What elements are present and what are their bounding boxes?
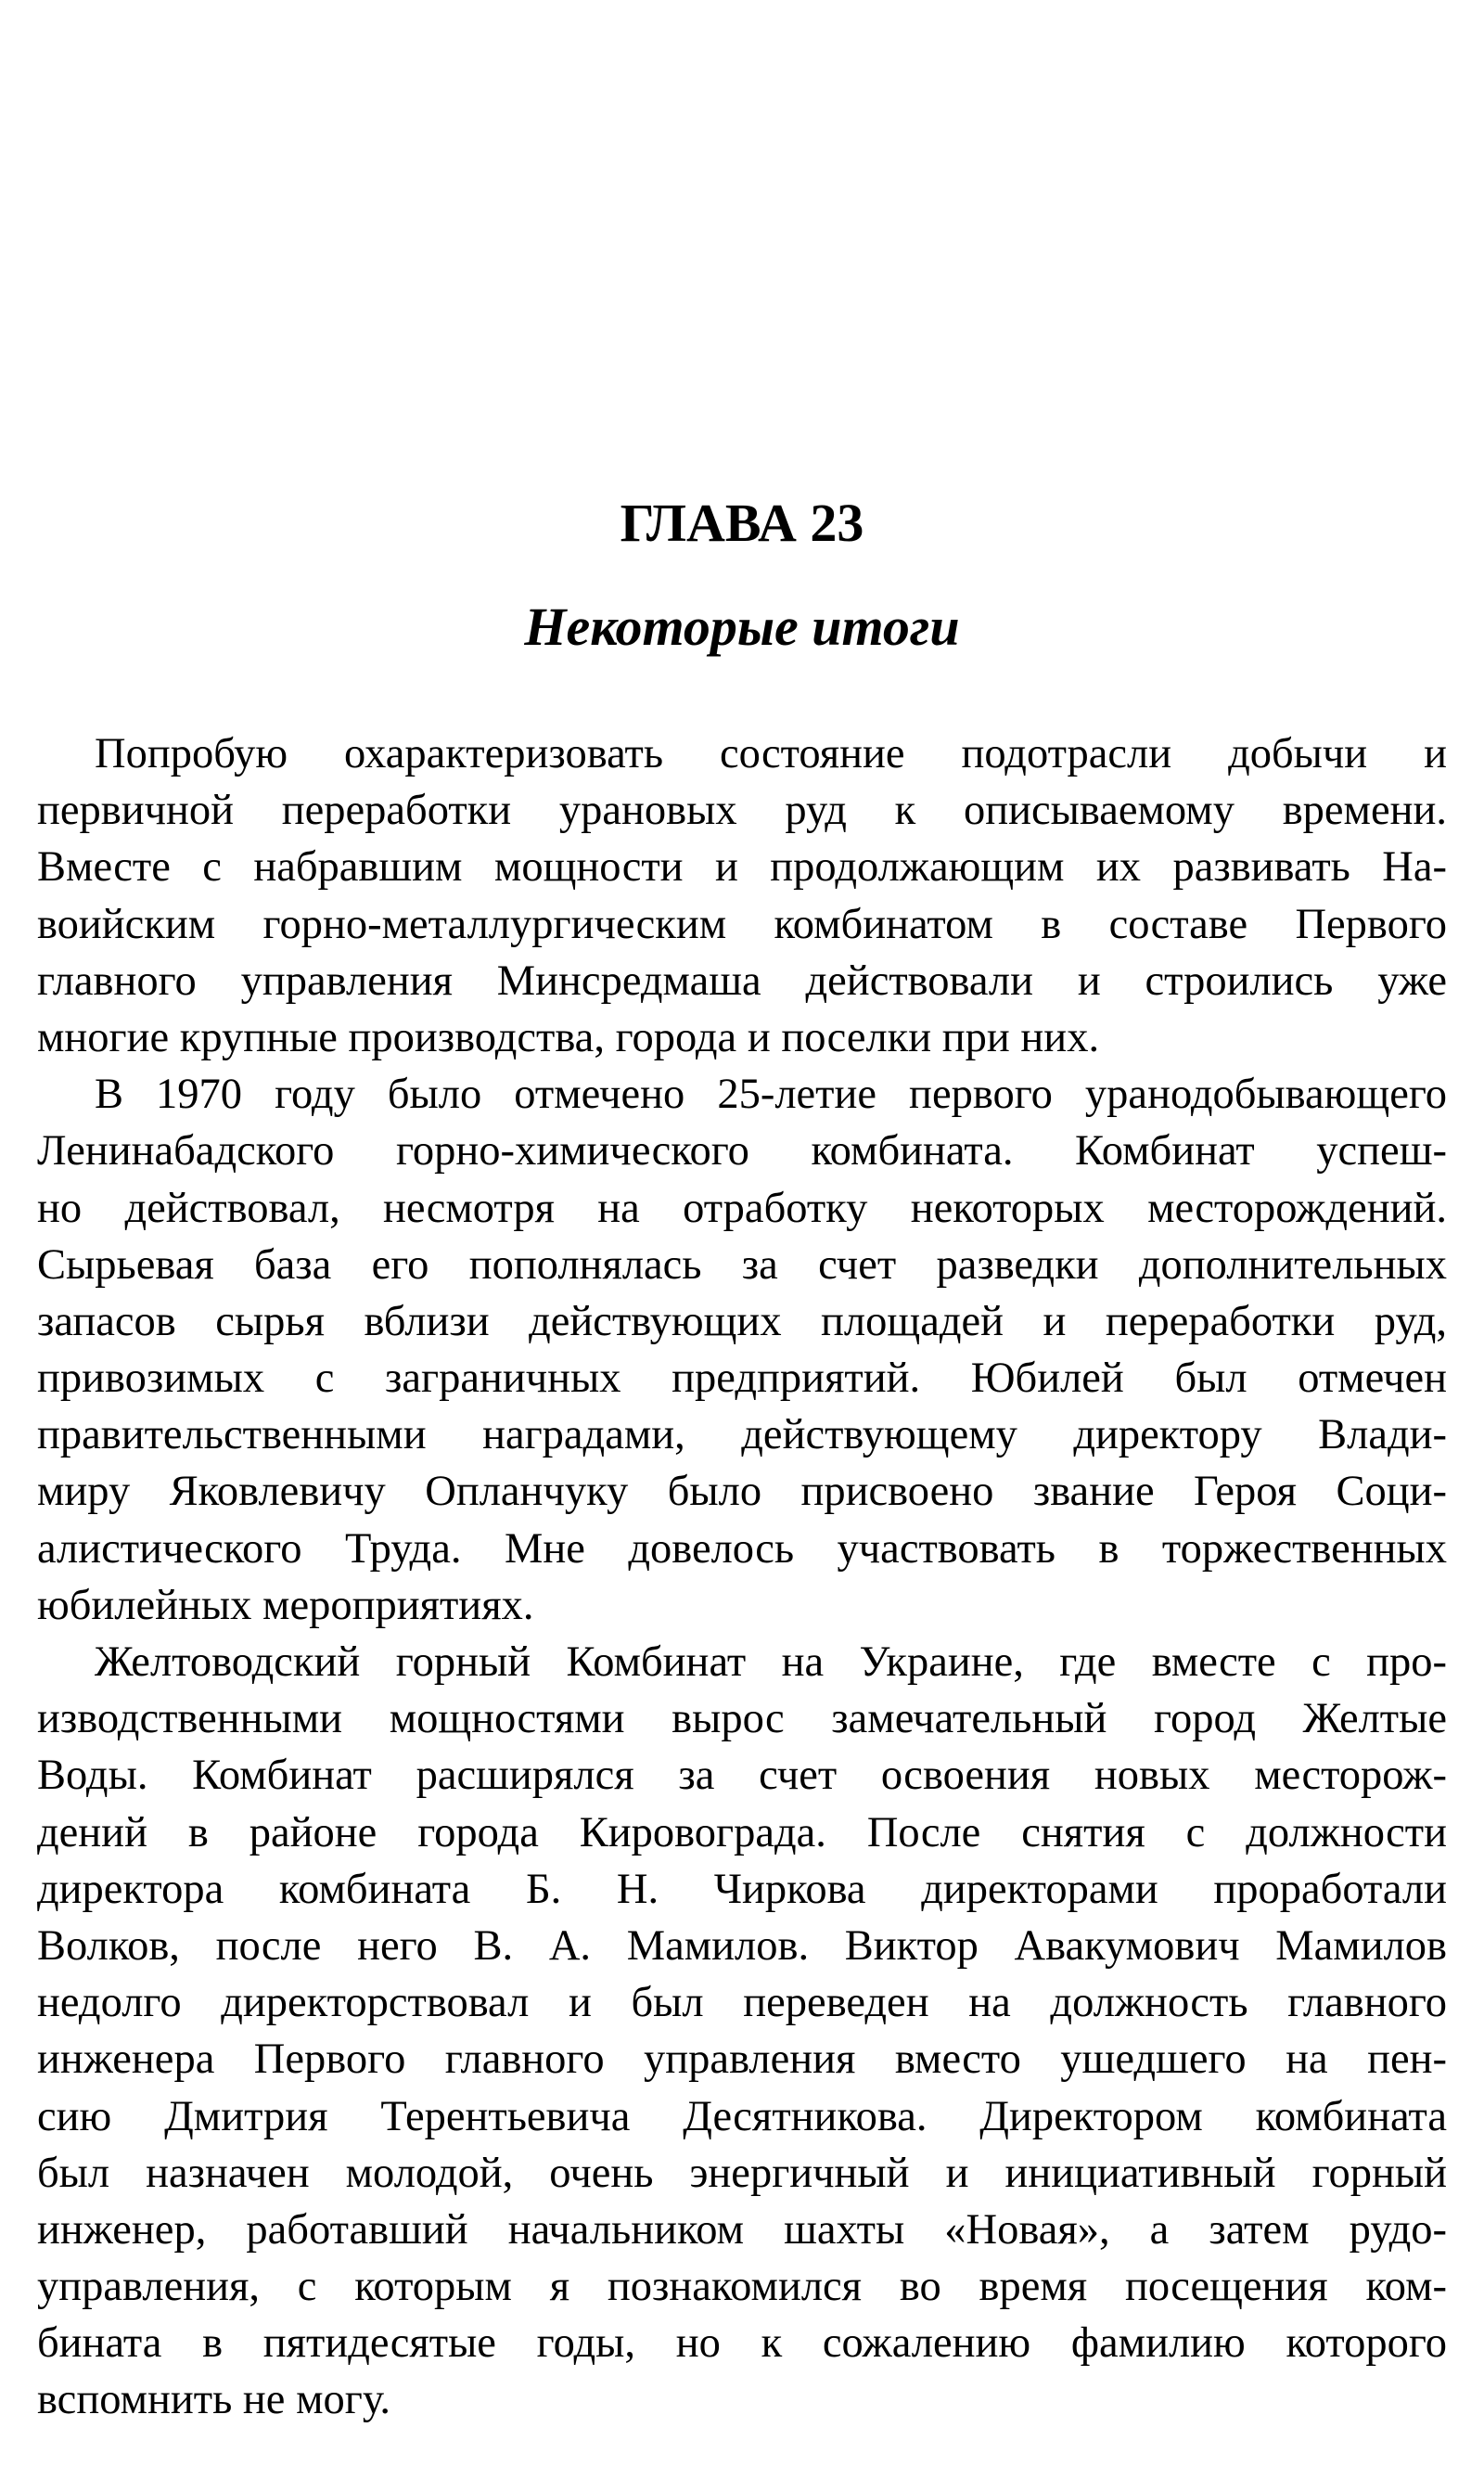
text-line: дений в районе города Кировограда. После снятия с должности	[37, 1808, 1447, 1856]
text-line: правительственными наградами, действующему директору Влади-	[37, 1411, 1447, 1459]
text-line: алистического Труда. Мне довелось участвовать в торжественных	[37, 1524, 1447, 1573]
text-line: привозимых с заграничных предприятий. Юбилей был отмечен	[37, 1355, 1447, 1403]
text-line: Волков, после него В. А. Мамилов. Виктор Авакумович Мамилов	[37, 1921, 1447, 1970]
text-line: главного управления Минсредмаша действовали и строились уже	[37, 957, 1447, 1005]
text-line: был назначен молодой, очень энергичный и инициативный горный	[37, 2149, 1447, 2197]
chapter-subtitle: Некоторые итоги	[524, 597, 960, 657]
text-line: бината в пятидесятые годы, но к сожалению фамилию которого	[37, 2319, 1447, 2368]
text-line: инженера Первого главного управления вместо ушедшего на пен-	[37, 2036, 1447, 2084]
text-line: Желтоводский горный Комбинат на Украине, где вместе с про-	[95, 1638, 1447, 1686]
text-line: Сырьевая база его пополнялась за счет разведки дополнительных	[37, 1240, 1447, 1289]
text-line: недолго директорствовал и был переведен на должность главного	[37, 1979, 1447, 2027]
text-line: запасов сырья вблизи действующих площадей и переработки руд,	[37, 1297, 1447, 1345]
text-line: директора комбината Б. Н. Чиркова директорами проработали	[37, 1865, 1447, 1913]
chapter-body	[37, 726, 1447, 2429]
text-line: Воды. Комбинат расширялся за счет освоения новых месторож-	[37, 1752, 1447, 1800]
text-line: изводственными мощностями вырос замечательный город Желтые	[37, 1695, 1447, 1743]
text-line: сию Дмитрия Терентьевича Десятникова. Директором комбината	[37, 2092, 1447, 2140]
chapter-heading: ГЛАВА 23	[620, 493, 864, 553]
text-line: инженер, работавший начальником шахты «Новая», а затем рудо-	[37, 2205, 1447, 2254]
text-line: Попробую охарактеризовать состояние подотрасли добычи и	[95, 730, 1447, 777]
paragraph	[37, 1634, 1447, 2429]
text-line: Вместе с набравшим мощности и продолжающим их развивать На-	[37, 843, 1447, 892]
text-line: первичной переработки урановых руд к описываемому времени.	[37, 787, 1447, 835]
text-line: многие крупные производства, города и поселки при них.	[37, 1013, 1100, 1061]
paragraph	[37, 726, 1447, 1066]
text-line: Ленинабадского горно-химического комбината. Комбинат успеш-	[37, 1127, 1447, 1175]
text-line: миру Яковлевичу Опланчуку было присвоено звание Героя Соци-	[37, 1468, 1447, 1516]
text-line: управления, с которым я познакомился во время посещения ком-	[37, 2263, 1447, 2311]
text-line: вспомнить не могу.	[37, 2376, 391, 2424]
paragraph	[37, 1066, 1447, 1634]
text-line: но действовал, несмотря на отработку некоторых месторождений.	[37, 1184, 1447, 1232]
text-line: воийским горно-металлургическим комбинатом в составе Первого	[37, 900, 1447, 948]
text-line: юбилейных мероприятиях.	[37, 1581, 534, 1629]
text-line: В 1970 году было отмечено 25-летие первого уранодобывающего	[95, 1071, 1447, 1119]
